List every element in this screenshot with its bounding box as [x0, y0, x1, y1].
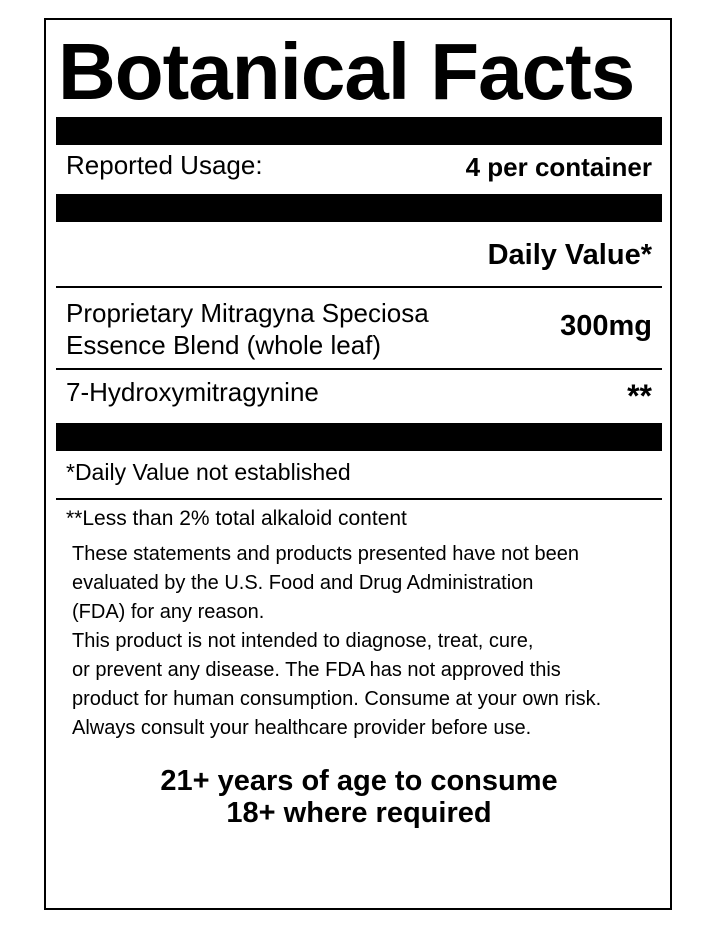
disclaimer-line: Always consult your healthcare provider before use. — [72, 717, 532, 739]
footnote-daily-value: *Daily Value not established — [66, 459, 351, 485]
disclaimer-line: evaluated by the U.S. Food and Drug Administration — [72, 572, 534, 594]
thin-divider-1 — [56, 286, 662, 288]
ingredient-name-1 — [66, 297, 429, 361]
thick-divider-1 — [56, 117, 662, 145]
ingredient-name-line-1: Proprietary Mitragyna Speciosa — [66, 298, 429, 328]
thick-divider-3 — [56, 423, 662, 451]
ingredient-amount-2: ** — [627, 378, 652, 414]
age-requirement-line-1: 21+ years of age to consume — [160, 765, 558, 797]
disclaimer — [72, 540, 662, 743]
disclaimer-line: (FDA) for any reason. — [72, 601, 265, 623]
ingredient-name-line-2: Essence Blend (whole leaf) — [66, 330, 382, 360]
disclaimer-line: or prevent any disease. The FDA has not approved this — [72, 659, 561, 681]
thin-divider-3 — [56, 498, 662, 500]
ingredient-amount-1: 300mg — [560, 310, 652, 342]
usage-label: Reported Usage: — [66, 150, 263, 180]
daily-value-header: Daily Value* — [487, 239, 652, 271]
disclaimer-line: These statements and products presented have not been — [72, 543, 580, 565]
footnote-alkaloid: **Less than 2% total alkaloid content — [66, 507, 407, 530]
disclaimer-line: product for human consumption. Consume at your own risk. — [72, 688, 602, 710]
disclaimer-line: This product is not intended to diagnose, treat, cure, — [72, 630, 534, 652]
age-requirement-line-2: 18+ where required — [226, 797, 492, 829]
thick-divider-2 — [56, 194, 662, 222]
ingredient-name-2: 7-Hydroxymitragynine — [66, 377, 319, 407]
usage-value: 4 per container — [465, 152, 652, 182]
thin-divider-2 — [56, 368, 662, 370]
label-title: Botanical Facts — [58, 27, 635, 116]
